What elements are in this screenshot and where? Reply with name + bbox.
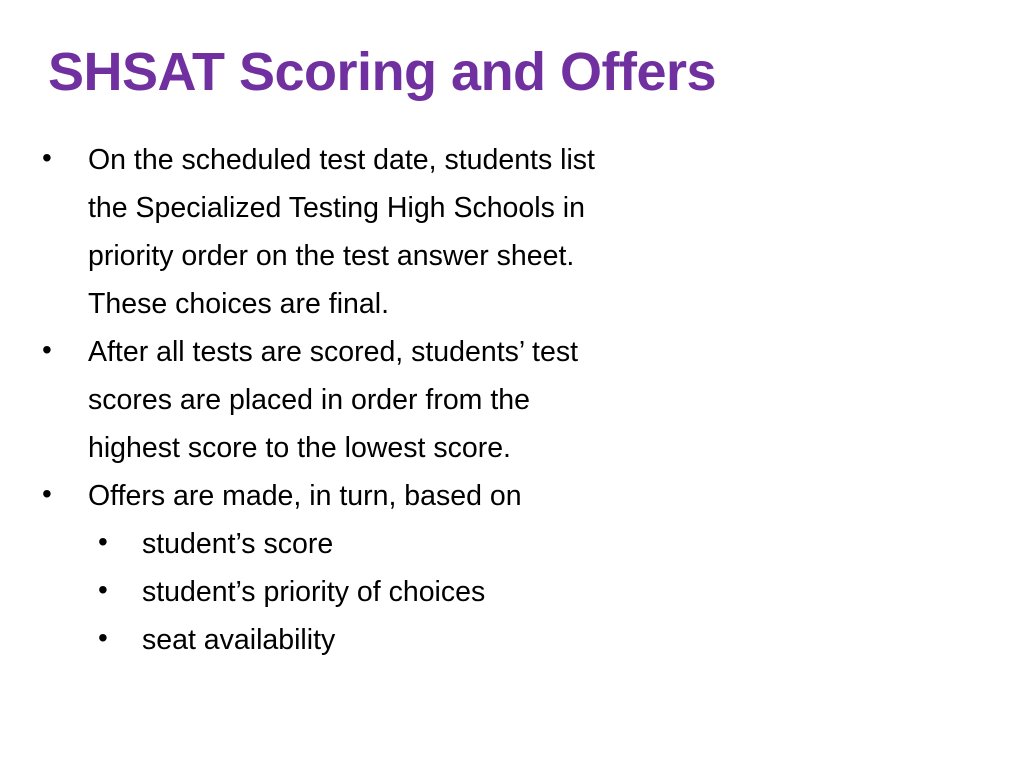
sub-bullet-text: student’s priority of choices: [142, 576, 486, 608]
sub-bullet-text: student’s score: [142, 528, 334, 560]
bullet-list: [40, 136, 760, 520]
sub-bullet-item: [40, 616, 760, 664]
bullet-item: [40, 328, 760, 472]
bullet-line: priority order on the test answer sheet.: [88, 240, 575, 272]
slide-title: SHSAT Scoring and Offers: [48, 42, 717, 102]
bullet-dot-icon: •: [42, 334, 52, 365]
bullet-line: the Specialized Testing High Schools in: [88, 192, 585, 224]
bullet-line: scores are placed in order from the: [88, 384, 530, 416]
bullet-line: These choices are final.: [88, 288, 389, 320]
bullet-dot-icon: •: [42, 478, 52, 509]
bullet-line: highest score to the lowest score.: [88, 432, 511, 464]
bullet-dot-icon: •: [98, 526, 108, 557]
sub-bullet-item: [40, 568, 760, 616]
bullet-dot-icon: •: [98, 622, 108, 653]
bullet-dot-icon: •: [42, 142, 52, 173]
sub-bullet-list: [40, 520, 760, 664]
bullet-text: [88, 136, 760, 328]
bullet-text: [88, 328, 760, 472]
sub-bullet-text: seat availability: [142, 624, 336, 656]
bullet-line: After all tests are scored, students’ test: [88, 336, 578, 368]
bullet-line: On the scheduled test date, students list: [88, 144, 595, 176]
bullet-line: Offers are made, in turn, based on: [88, 480, 522, 512]
bullet-dot-icon: •: [98, 574, 108, 605]
bullet-item: [40, 472, 760, 520]
bullet-item: [40, 136, 760, 328]
sub-bullet-item: [40, 520, 760, 568]
bullet-text: [88, 472, 760, 520]
